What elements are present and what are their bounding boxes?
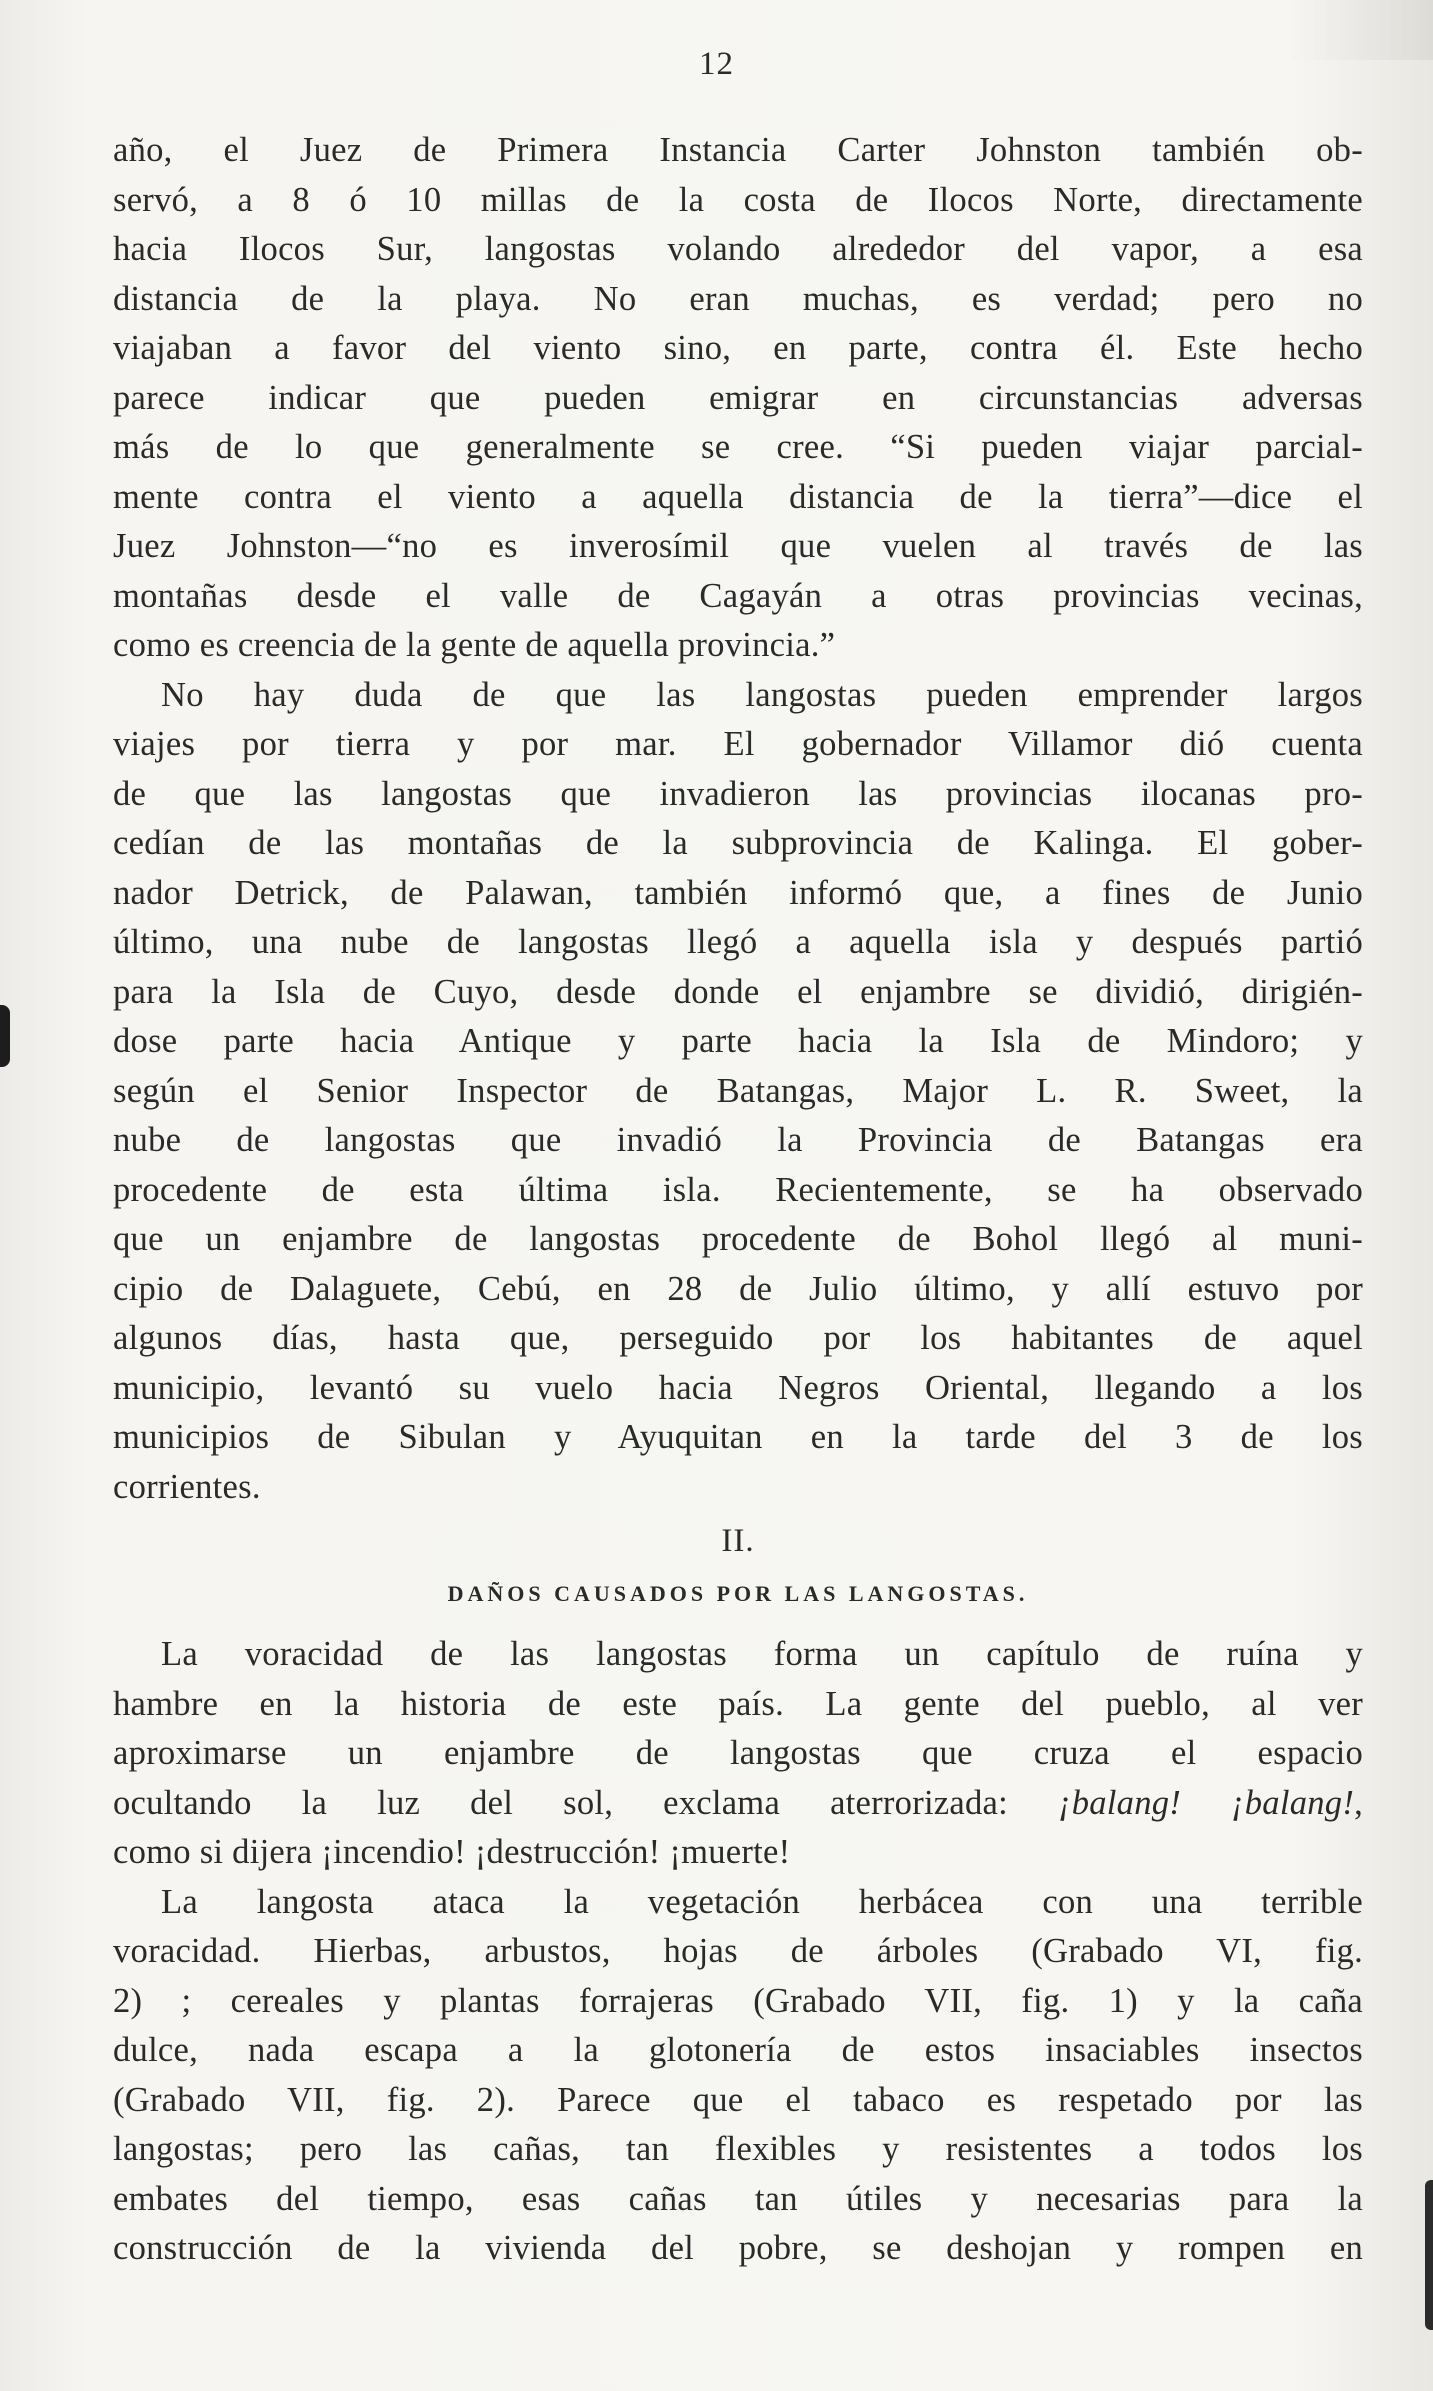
binding-mark-right <box>1425 2180 1433 2330</box>
text-line <box>113 1779 1363 1829</box>
text-line: como es creencia de la gente de aquella provincia.” <box>113 626 836 664</box>
text-line: embates del tiempo, esas cañas tan útiles y necesarias para la <box>113 2179 1363 2218</box>
text-line: mente contra el viento a aquella distancia de la tierra”—dice el <box>113 477 1363 516</box>
text-line: municipio, levantó su vuelo hacia Negros Oriental, llegando a los <box>113 1368 1363 1407</box>
text-line: corrientes. <box>113 1467 261 1506</box>
italic-exclamation: ¡balang! ¡balang! <box>1058 1783 1355 1822</box>
text-line: La langosta ataca la vegetación herbácea con una terrible <box>161 1882 1363 1921</box>
section-title: DAÑOS CAUSADOS POR LAS LANGOSTAS. <box>447 1581 1029 1606</box>
text-line: más de lo que generalmente se cree. “Si pueden viajar parcial- <box>113 428 1363 466</box>
text-line: dulce, nada escapa a la glotonería de estos insaciables insectos <box>113 2031 1363 2069</box>
text-line: para la Isla de Cuyo, desde donde el enjambre se dividió, dirigién- <box>113 972 1363 1011</box>
page-number: 12 <box>699 46 734 82</box>
text-line: distancia de la playa. No eran muchas, es verdad; pero no <box>113 279 1363 318</box>
text-line: hambre en la historia de este país. La gente del pueblo, al ver <box>113 1684 1363 1723</box>
text-line: aproximarse un enjambre de langostas que cruza el espacio <box>113 1734 1363 1772</box>
text-line: cedían de las montañas de la subprovincia de Kalinga. El gober- <box>113 824 1363 862</box>
text-line: hacia Ilocos Sur, langostas volando alrededor del vapor, a esa <box>113 230 1363 268</box>
text-line: Juez Johnston—“no es inverosímil que vuelen al través de las <box>113 527 1363 565</box>
paragraph-4 <box>113 1878 1363 2274</box>
paragraph-1 <box>113 126 1363 671</box>
text-line: algunos días, hasta que, perseguido por los habitantes de aquel <box>113 1319 1363 1357</box>
text-line: año, el Juez de Primera Instancia Carter Johnston también ob- <box>113 131 1363 169</box>
text-line: de que las langostas que invadieron las provincias ilocanas pro- <box>113 774 1363 813</box>
text-line: No hay duda de que las langostas pueden emprender largos <box>161 675 1363 714</box>
text-line: parece indicar que pueden emigrar en circunstancias adversas <box>113 378 1363 417</box>
section-number: II. <box>721 1523 755 1559</box>
text-line: que un enjambre de langostas procedente de Bohol llegó al muni- <box>113 1220 1363 1258</box>
body-text <box>113 126 1363 2274</box>
text-line: 2) ; cereales y plantas forrajeras (Grabado VII, fig. 1) y la caña <box>113 1981 1363 2020</box>
text-segment: , <box>1354 1783 1363 1822</box>
text-line: municipios de Sibulan y Ayuquitan en la tarde del 3 de los <box>113 1418 1363 1456</box>
text-line: La voracidad de las langostas forma un capítulo de ruína y <box>161 1635 1363 1673</box>
text-line: construcción de la vivienda del pobre, se deshojan y rompen en <box>113 2229 1363 2267</box>
text-line: cipio de Dalaguete, Cebú, en 28 de Julio último, y allí estuvo por <box>113 1269 1363 1308</box>
binding-mark-left <box>0 1005 10 1067</box>
paragraph-3 <box>113 1630 1363 1878</box>
text-line: último, una nube de langostas llegó a aquella isla y después partió <box>113 923 1363 961</box>
text-line: nube de langostas que invadió la Provincia de Batangas era <box>113 1121 1363 1159</box>
text-line: viajaban a favor del viento sino, en parte, contra él. Este hecho <box>113 329 1363 367</box>
text-segment: ocultando la luz del sol, exclama aterrorizada: <box>113 1783 1059 1822</box>
paragraph-2 <box>113 671 1363 1513</box>
text-line: dose parte hacia Antique y parte hacia la Isla de Mindoro; y <box>113 1022 1363 1060</box>
text-line: (Grabado VII, fig. 2). Parece que el tabaco es respetado por las <box>113 2080 1363 2119</box>
text-line: montañas desde el valle de Cagayán a otras provincias vecinas, <box>113 576 1363 615</box>
text-line: como si dijera ¡incendio! ¡destrucción! ¡muerte! <box>113 1833 791 1871</box>
text-line: viajes por tierra y por mar. El gobernador Villamor dió cuenta <box>113 725 1363 763</box>
text-line: langostas; pero las cañas, tan flexibles y resistentes a todos los <box>113 2130 1363 2168</box>
text-line: nador Detrick, de Palawan, también informó que, a fines de Junio <box>113 873 1363 912</box>
text-line: servó, a 8 ó 10 millas de la costa de Ilocos Norte, directamente <box>113 180 1363 219</box>
text-line: voracidad. Hierbas, arbustos, hojas de árboles (Grabado VI, fig. <box>113 1932 1363 1970</box>
text-line: según el Senior Inspector de Batangas, Major L. R. Sweet, la <box>113 1071 1363 1110</box>
text-line: procedente de esta última isla. Recientemente, se ha observado <box>113 1170 1363 1209</box>
